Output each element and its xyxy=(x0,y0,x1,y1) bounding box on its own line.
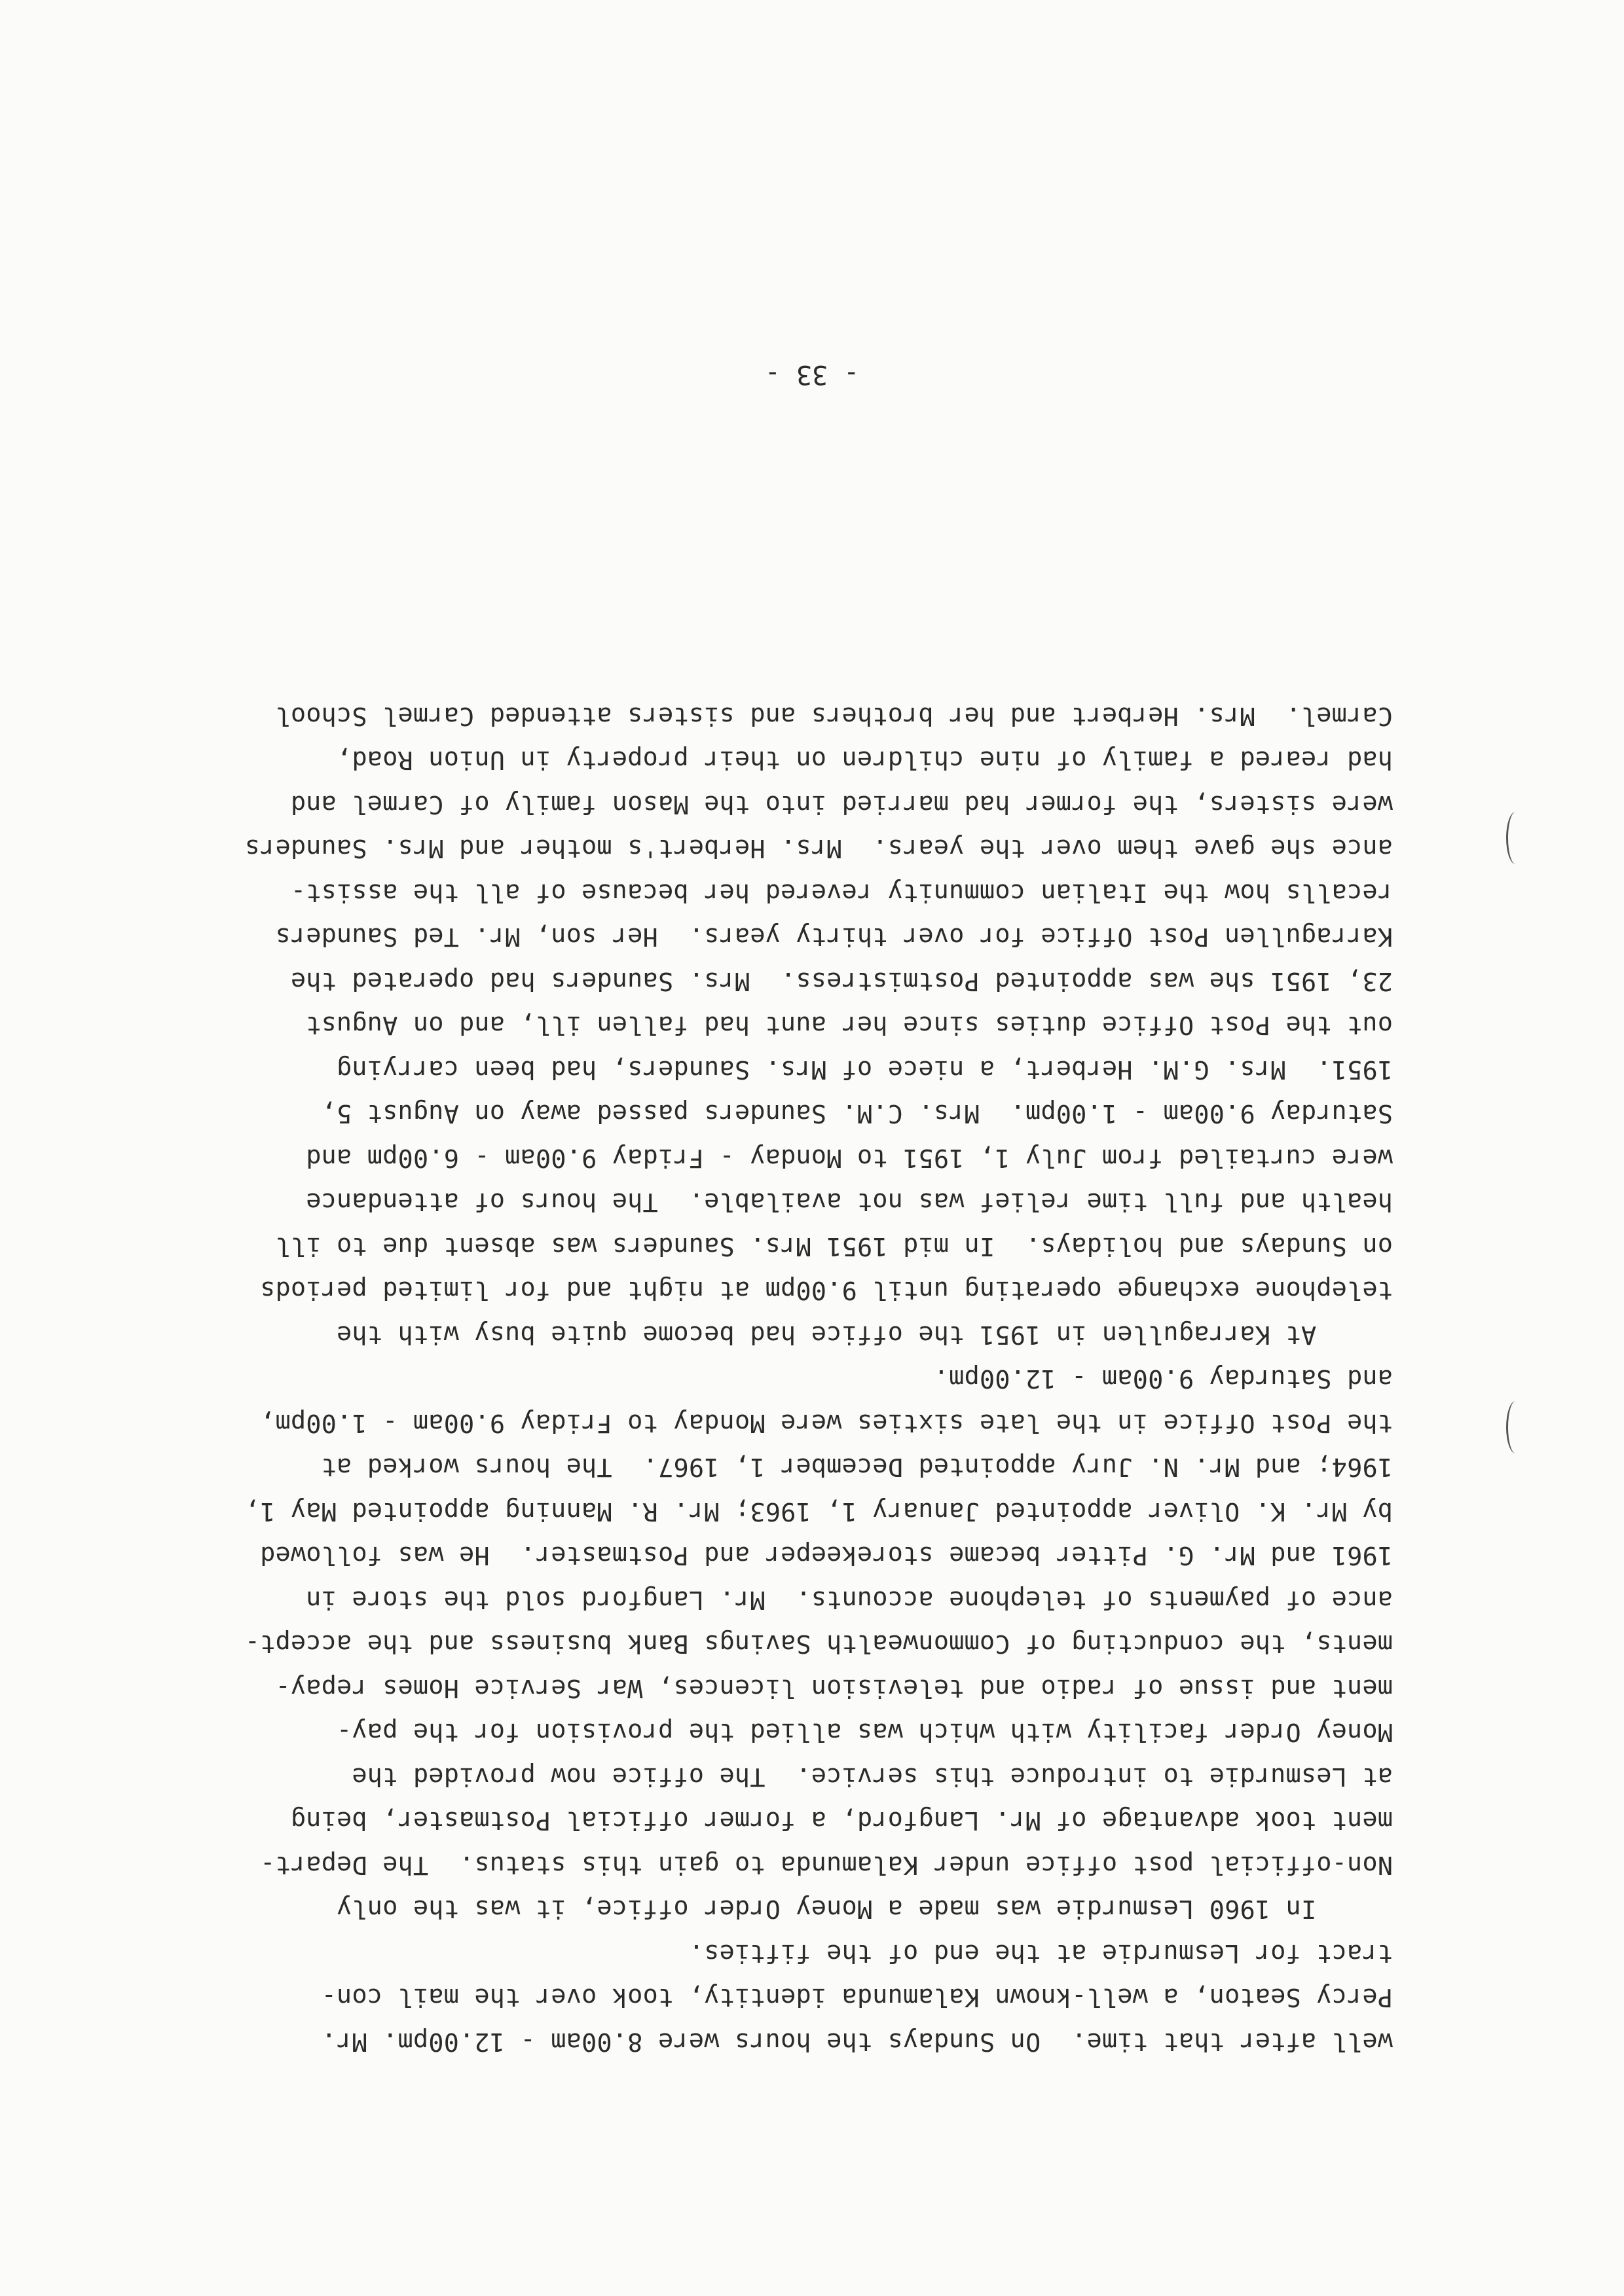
text-line: had reared a family of nine children on their property in Union Road, xyxy=(336,745,1393,775)
text-line: ment took advantage of Mr. Langford, a former official Postmaster, being xyxy=(290,1806,1393,1836)
text-line: Saturday 9.00am - 1.00pm. Mrs. C.M. Saunders passed away on August 5, xyxy=(321,1099,1393,1129)
text-line: ment and issue of radio and television licences, War Service Homes repay- xyxy=(275,1673,1393,1703)
text-line: ance of payments of telephone accounts. Mr. Langford sold the store in xyxy=(306,1585,1393,1614)
text-line: were sisters, the former had married into the Mason family of Carmel and xyxy=(290,790,1393,819)
text-line: well after that time. On Sundays the hours were 8.00am - 12.00pm. Mr. xyxy=(321,2027,1393,2056)
text-line: ments, the conducting of Commonwealth Savings Bank business and the accept- xyxy=(244,1629,1393,1659)
text-line: recalls how the Italian community revered her because of all the assist- xyxy=(290,878,1393,907)
text-line: Karragullen Post Office for over thirty years. Her son, Mr. Ted Saunders xyxy=(275,922,1393,952)
text-line: Money Order facility with which was allied the provision for the pay- xyxy=(336,1717,1393,1747)
text-line: on Sundays and holidays. In mid 1951 Mrs. Saunders was absent due to ill xyxy=(275,1231,1393,1261)
text-line: ance she gave them over the years. Mrs. Herbert's mother and Mrs. Saunders xyxy=(244,833,1393,864)
text-line: tract for Lesmurdie at the end of the fifties. xyxy=(688,1939,1393,1968)
binding-mark xyxy=(1506,1401,1525,1453)
text-line: at Lesmurdie to introduce this service. The office now provided the xyxy=(352,1762,1393,1791)
text-line: were curtailed from July 1, 1951 to Monday - Friday 9.00am - 6.00pm and xyxy=(306,1143,1393,1173)
text-line: Non-official post office under Kalamunda to gain this status. The Depart- xyxy=(259,1850,1393,1880)
text-line: out the Post Office duties since her aunt had fallen ill, and on August xyxy=(306,1010,1393,1040)
text-line: At Karragullen in 1951 the office had become quite busy with the xyxy=(336,1320,1393,1349)
text-line: 1964; and Mr. N. Jury appointed December 1, 1967. The hours worked at xyxy=(321,1452,1393,1482)
text-line: 23, 1951 she was appointed Postmistress. Mrs. Saunders had operated the xyxy=(290,966,1393,996)
text-line: Carmel. Mrs. Herbert and her brothers and sisters attended Carmel School xyxy=(275,701,1393,731)
text-line: health and full time relief was not available. The hours of attendance xyxy=(306,1187,1393,1217)
text-line: and Saturday 9.00am - 12.00pm. xyxy=(933,1364,1393,1394)
typed-body-text xyxy=(227,694,1393,2064)
text-line: 1961 and Mr. G. Pitter became storekeeper and Postmaster. He was followed xyxy=(259,1540,1393,1571)
text-line: 1951. Mrs. G.M. Herbert, a niece of Mrs. Saunders, had been carrying xyxy=(336,1055,1393,1084)
page-number: - 33 - xyxy=(764,359,860,390)
text-line: by Mr. K. Oliver appointed January 1, 1963; Mr. R. Manning appointed May 1, xyxy=(244,1497,1393,1526)
text-line: telephone exchange operating until 9.00pm at night and for limited periods xyxy=(259,1275,1393,1305)
text-line: Percy Seaton, a well-known Kalamunda identity, took over the mail con- xyxy=(321,1982,1393,2013)
binding-mark xyxy=(1506,812,1525,864)
text-line: the Post Office in the late sixties were Monday to Friday 9.00am - 1.00pm, xyxy=(259,1408,1393,1438)
text-line: In 1960 Lesmurdie was made a Money Order office, it was the only xyxy=(336,1894,1393,1924)
